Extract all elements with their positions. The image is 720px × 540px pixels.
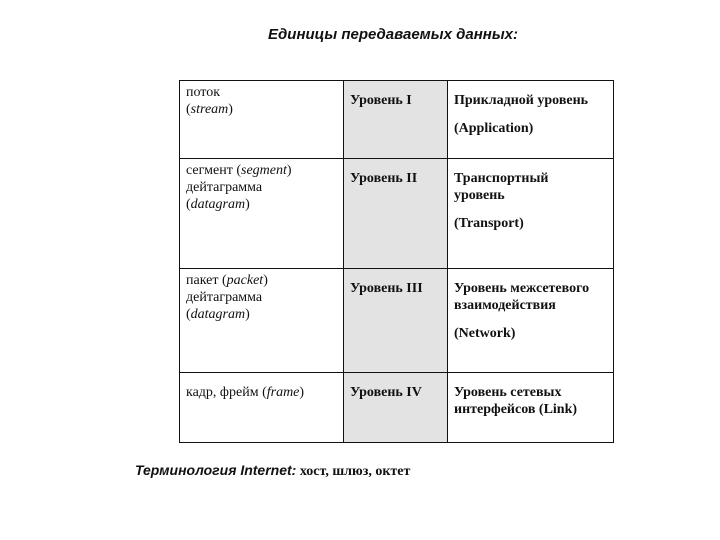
level-cell: Уровень I [344,81,448,159]
layer-cell [448,269,614,373]
layer-cell [448,159,614,269]
layer-name: Уровень межсетевого [454,281,590,296]
unit-line: (datagram) [186,307,250,322]
unit-cell [180,159,344,269]
unit-cell [180,269,344,373]
table-row [180,269,614,373]
unit-line: (stream) [186,102,233,117]
terminology-terms: хост, шлюз, октет [299,464,411,479]
layer-english-name: (Application) [454,121,534,136]
layer-name: интерфейсов (Link) [454,402,578,417]
unit-line: пакет (packet) [186,273,268,288]
unit-line: кадр, фрейм (frame) [186,385,305,400]
level-cell: Уровень II [344,159,448,269]
layer-name: Уровень сетевых [454,385,562,400]
table-row [180,81,614,159]
layer-name: Прикладной уровень [454,93,589,108]
layer-name: взаимодействия [454,298,556,313]
unit-line: поток [186,85,221,100]
layer-english-name: (Network) [454,326,516,341]
unit-line: дейтаграмма [186,290,263,305]
table-row [180,373,614,443]
level-cell: Уровень III [344,269,448,373]
footer-note [135,462,410,480]
data-units-table [179,80,614,443]
layer-english-name: (Transport) [454,216,524,231]
unit-line: дейтаграмма [186,180,263,195]
unit-line: (datagram) [186,197,250,212]
layer-name: уровень [454,188,505,203]
page-title: Единицы передаваемых данных: [268,26,518,43]
level-cell: Уровень IV [344,373,448,443]
layer-name: Транспортный [454,171,549,186]
table-row [180,159,614,269]
layer-cell [448,81,614,159]
terminology-label: Терминология Internet: [135,462,297,478]
unit-cell [180,373,344,443]
unit-cell [180,81,344,159]
layer-cell [448,373,614,443]
unit-line: сегмент (segment) [186,163,292,178]
